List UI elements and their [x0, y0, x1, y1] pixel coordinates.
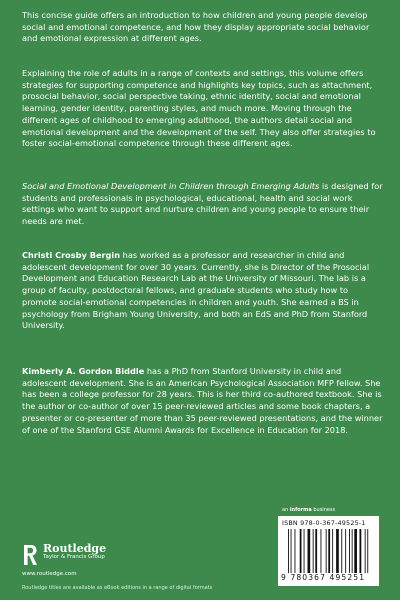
barcode-bar: [332, 529, 333, 573]
ean-digits: 9 780367 495251: [281, 573, 366, 582]
informa-business-tag: an informa business: [282, 507, 336, 513]
author-bio-text-1: has worked as a professor and researcher in child and adolescent development for over 30 years. Currently, she is Director of the Prosocial Development and Education Research Lab at the University of Missouri. The lab is a group of faculty, postdoctoral fellows, and graduate students who study how to promote social-emotional competencies in children and youth. She earned a BS in psychology from Brigham Young University, and both an EdS and PhD from Stanford University.: [22, 250, 370, 331]
routledge-logo-icon: [22, 544, 38, 566]
publisher-name: Routledge: [43, 542, 107, 555]
blurb-paragraph-2: Explaining the role of adults in a range of contexts and settings, this volume offers strategies for supporting competence and highlights key topics, such as attachment, prosocial behavior, social perspective taking, ethnic identity, social and emotional learning, gender identity, parenting styles, and much more. Moving through the different ages of childhood to emerging adulthood, the authors detail social and emotional development and the development of the self. They also offer strategies to foster social-emotional competence through these different ages.: [22, 68, 376, 149]
isbn-barcode: [278, 516, 379, 586]
publisher-website[interactable]: www.routledge.com: [22, 571, 77, 577]
barcode-bar: [308, 529, 311, 573]
barcode-bar: [291, 529, 292, 573]
author-bio-text-2: has a PhD from Stanford University in child and adolescent development. She is an American Psychological Association MFP fellow. She has been a college professor for 28 years. This is her third co-authored textbook. She is the author or co-author of over 15 peer-reviewed articles and some book chapters, a presenter or co-presenter of more than 35 peer-reviewed presentations, and the winner of one of the Stanford GSE Alumni Awards for Excellence in Education for 2018.: [22, 366, 383, 435]
publisher-block: [22, 544, 106, 566]
barcode-bar: [345, 529, 346, 573]
blurb-paragraph-3-rest: is designed for students and professionals in psychological, educational, health and social work settings who want to support and nurture children and young people to ensure their needs are met.: [22, 181, 383, 227]
barcode-bar: [315, 529, 317, 573]
ebook-note: Routledge titles are available as eBook editions in a range of digital formats: [22, 585, 213, 591]
barcode-bar: [313, 529, 314, 573]
author-name-1: Christi Crosby Bergin: [22, 250, 121, 260]
author-name-2: Kimberly A. Gordon Biddle: [22, 366, 145, 376]
isbn-label: ISBN 978-0-367-49525-1: [282, 519, 366, 527]
blurb-paragraph-3: [22, 181, 384, 228]
blurb-paragraph-1: This concise guide offers an introduction to how children and young people develop social and emotional competence, and how they display appropriate social behavior and emotional expression at different ages.: [22, 10, 370, 44]
publisher-group: Taylor & Francis Group: [43, 554, 105, 560]
barcode-bar: [326, 529, 327, 573]
barcode-bar: [304, 529, 305, 573]
barcode-bar: [295, 529, 296, 573]
book-title: Social and Emotional Development in Children through Emerging Adults: [22, 181, 320, 191]
barcode-bar: [352, 529, 353, 573]
barcode-bar: [300, 529, 302, 573]
barcode-bars: [288, 529, 372, 573]
barcode-bar: [321, 529, 322, 573]
barcode-bar: [365, 529, 366, 573]
author-bio-1: [22, 250, 384, 332]
barcode-bar: [367, 529, 368, 573]
author-bio-2: [22, 366, 384, 436]
barcode-bar: [354, 529, 357, 573]
barcode-bar: [360, 529, 362, 573]
barcode-bar: [349, 529, 350, 573]
barcode-bar: [288, 529, 289, 573]
barcode-bar: [341, 529, 342, 573]
barcode-bar: [336, 529, 339, 573]
barcode-bar: [328, 529, 330, 573]
